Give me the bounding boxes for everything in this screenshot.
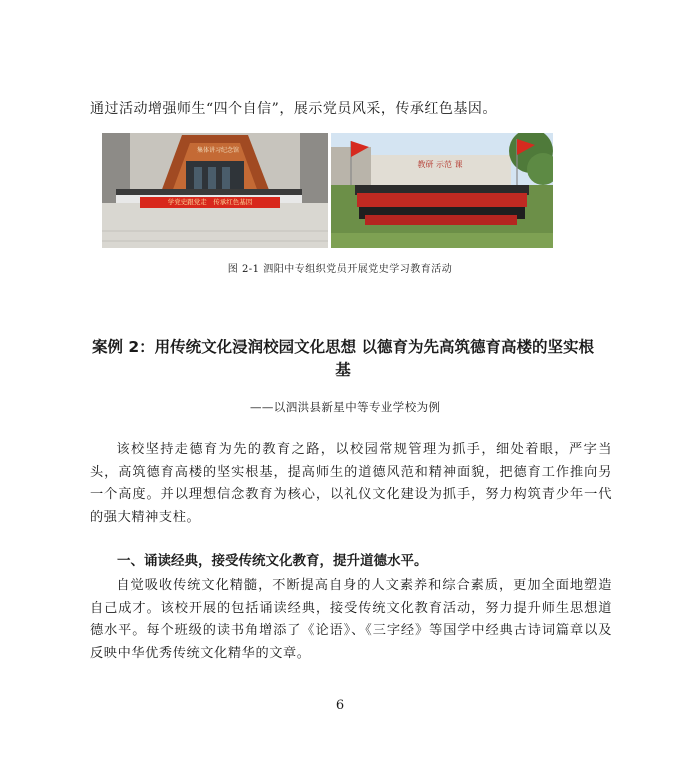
figure-caption: 图 2-1 泗阳中专组织党员开展党史学习教育活动: [227, 264, 453, 275]
photo-student-group: [331, 133, 553, 248]
case-title: 案例 2：用传统文化浸润校园文化思想 以德育为先高筑德育高楼的坚实根基: [91, 338, 595, 379]
building-sign: 集体讲习纪念馆: [196, 147, 239, 154]
student-group-illustration: [331, 133, 553, 248]
section-heading: 一、诵读经典，接受传统文化教育，提升道德水平。: [117, 553, 428, 569]
case-subtitle: ——以泗洪县新星中等专业学校为例: [250, 400, 441, 414]
red-banner-text: 学党史跟党走 传承红色基因: [167, 198, 253, 206]
photo-memorial-hall: [102, 133, 328, 248]
paragraph-1: 该校坚持走德育为先的教育之路，以校园常规管理为抓手，细处着眼，严字当头，高筑德育高楼的坚实根基，提高师生的道德风范和精神面貌，把德育工作推向另一个高度。并以理想信念教育为核心，以礼仪文化建设为抓手，努力构筑青少年一代的强大精神支柱。: [90, 442, 612, 525]
page-number: 6: [335, 698, 345, 713]
paragraph-2: 自觉吸收传统文化精髓，不断提高自身的人文素养和综合素质，更加全面地塑造自己成才。该校开展的包括诵读经典，接受传统文化教育活动，努力提升师生思想道德水平。每个班级的读书角增添了《论语》、《三字经》等国学中经典古诗词篇章以及反映中华优秀传统文化精华的文章。: [90, 578, 612, 661]
lead-line: 通过活动增强师生“四个自信”，展示党员风采，传承红色基因。: [90, 101, 497, 117]
right-photo-sign: 教研 示范 课: [417, 160, 463, 169]
